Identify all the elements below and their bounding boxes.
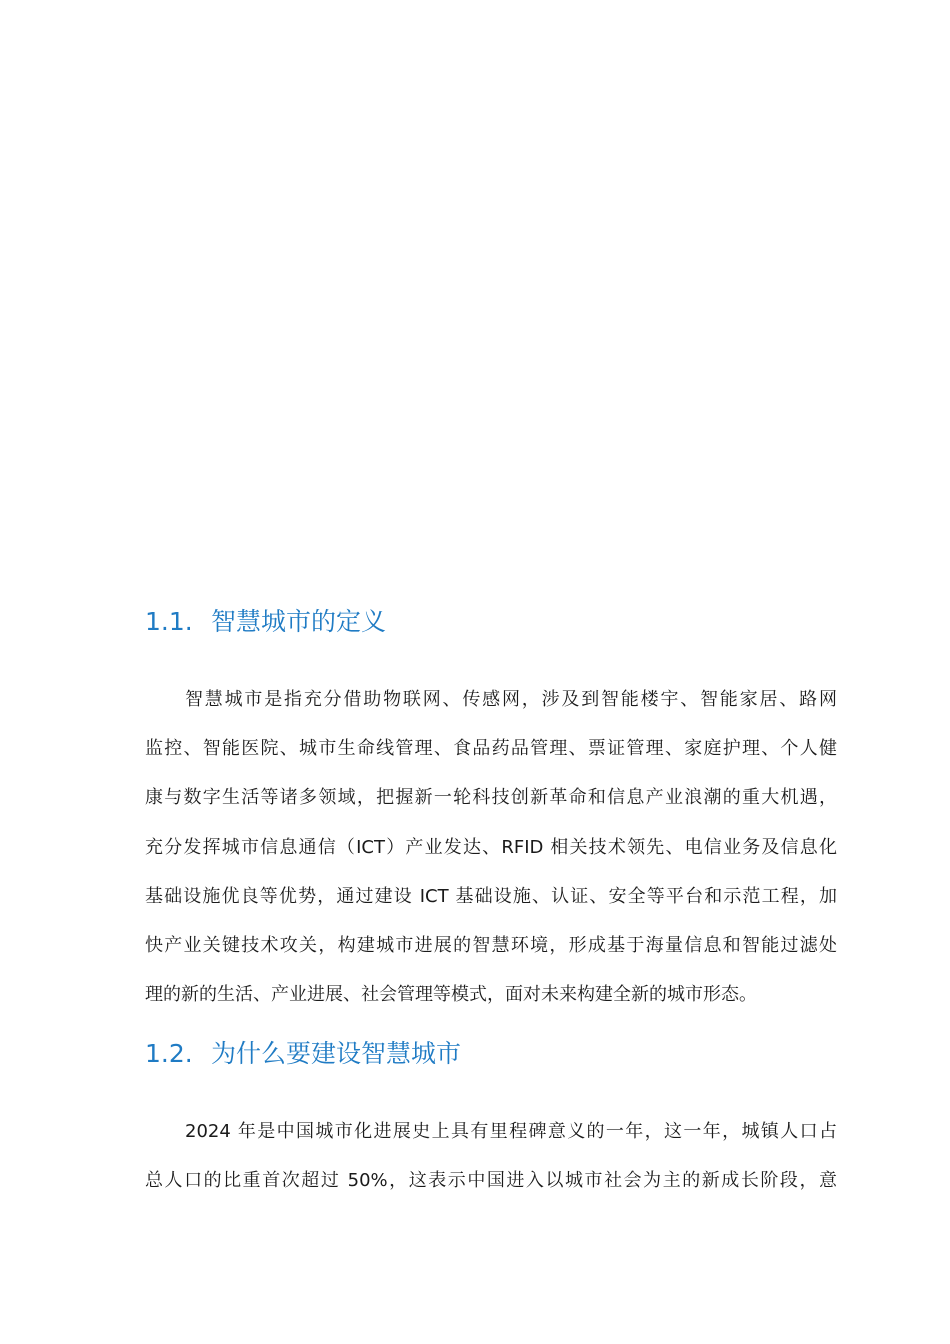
section-number: 1.1. [145,607,193,636]
paragraph-line: 智慧城市是指充分借助物联网、传感网，涉及到智能楼宇、智能家居、路网 [185,689,837,710]
paragraph-line: 基础设施优良等优势，通过建设 ICT 基础设施、认证、安全等平台和示范工程，加 [145,885,837,907]
paragraph-line: 监控、智能医院、城市生命线管理、食品药品管理、票证管理、家庭护理、个人健 [145,738,837,760]
definition-paragraph [145,688,837,1032]
paragraph-line: 理的新的生活、产业进展、社会管理等模式，面对未来构建全新的城市形态。 [145,984,757,1006]
section-title: 为什么要建设智慧城市 [211,1039,462,1068]
why-paragraph [145,1120,837,1218]
section-title: 智慧城市的定义 [211,607,387,636]
paragraph-line: 2024 年是中国城市化进展史上具有里程碑意义的一年，这一年，城镇人口占 [185,1121,837,1142]
section-heading-why [145,1038,461,1070]
section-number: 1.2. [145,1039,193,1068]
paragraph-line: 总人口的比重首次超过 50%，这表示中国进入以城市社会为主的新成长阶段，意 [145,1170,837,1192]
section-heading-definition [145,606,386,638]
paragraph-line: 充分发挥城市信息通信（ICT）产业发达、RFID 相关技术领先、电信业务及信息化 [145,836,837,858]
paragraph-line: 快产业关键技术攻关，构建城市进展的智慧环境，形成基于海量信息和智能过滤处 [145,934,837,956]
paragraph-line: 康与数字生活等诸多领域，把握新一轮科技创新革命和信息产业浪潮的重大机遇， [145,787,837,809]
